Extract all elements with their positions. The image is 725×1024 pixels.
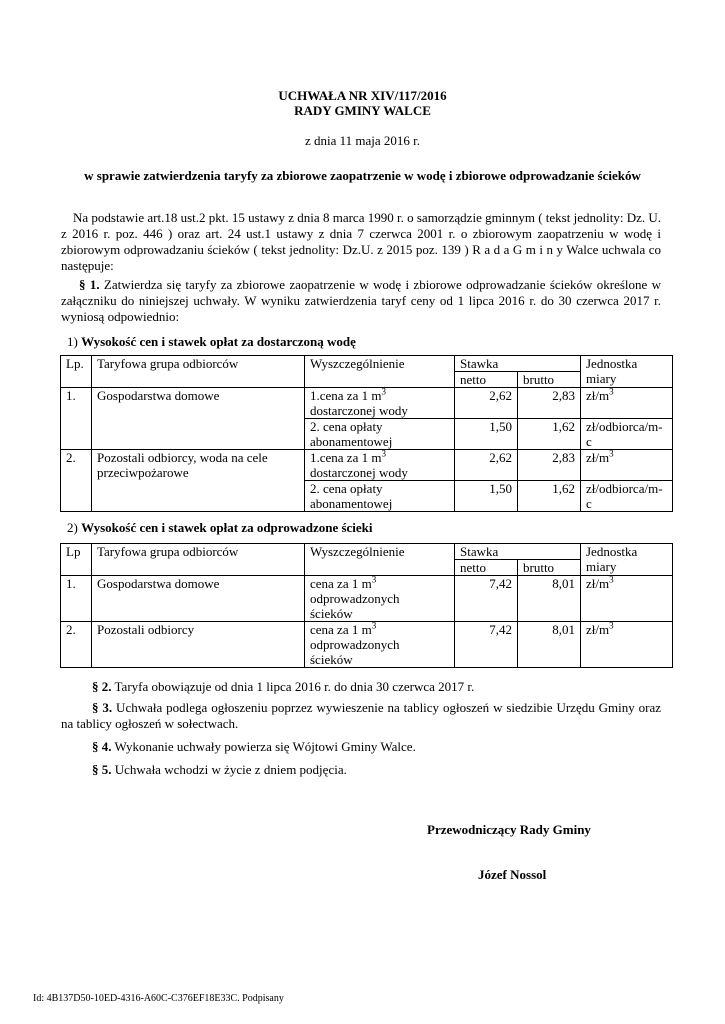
header-group: Taryfowa grupa odbiorców [92, 356, 305, 388]
section-3-mark: § 3. [92, 700, 113, 715]
header-net: netto [455, 372, 518, 388]
section-4 [92, 739, 416, 755]
row-spec: 1.cena za 1 $m^3$ dostarczonej wody [305, 388, 455, 419]
row-group: Pozostali odbiorcy [92, 622, 305, 668]
sewage-rates-table [60, 543, 673, 668]
section-2-text: Taryfa obowiązuje od dnia 1 lipca 2016 r. do dnia 30 czerwca 2017 r. [111, 679, 475, 694]
water-rates-heading [67, 334, 356, 350]
row-spec: cena za 1 $m^3$ odprowadzonych ścieków [305, 576, 455, 622]
row-group: Gospodarstwa domowe [92, 388, 305, 450]
header-lp: Lp [61, 544, 92, 576]
header-rate: Stawka [455, 544, 581, 560]
header-group: Taryfowa grupa odbiorców [92, 544, 305, 576]
section-5-mark: § 5. [92, 762, 112, 777]
row-gross: 8,01 [518, 576, 581, 622]
row-net: 1,50 [455, 481, 518, 512]
section-1 [61, 277, 661, 325]
preamble: Na podstawie art.18 ust.2 pkt. 15 ustawy z dnia 8 marca 1990 r. o samorządzie gminnym ( tekst jednolity: Dz. U. z 2016 r. poz. 446 ) oraz art. 24 ust.1 ustawy z dnia 7 czerwca 2001 r. o zbiorowym zaopatrzeniu w wodę i zbiorowym odprowadzaniu ścieków ( tekst jednolity: Dz.U. z 2015 poz. 139 ) R a d a G m i n y Walce uchwala co następuje: [61, 210, 661, 273]
header-unit: Jednostka miary [581, 356, 673, 388]
section-2 [92, 679, 474, 695]
row-group: Gospodarstwa domowe [92, 576, 305, 622]
row-gross: 1,62 [518, 481, 581, 512]
row-lp: 2. [61, 450, 92, 512]
header-unit: Jednostka miary [581, 544, 673, 576]
row-net: 7,42 [455, 622, 518, 668]
row-unit: $zł/m^3$ [581, 388, 673, 419]
council-name: RADY GMINY WALCE [294, 103, 431, 118]
row-unit: $zł/m^3$ [581, 450, 673, 481]
header-lp: Lp. [61, 356, 92, 388]
row-gross: 2,83 [518, 388, 581, 419]
table-row [61, 576, 673, 622]
row-spec: 2. cena opłaty abonamentowej [305, 419, 455, 450]
row-unit: $zł/m^3$ [581, 622, 673, 668]
row-net: 7,42 [455, 576, 518, 622]
row-net: 2,62 [455, 450, 518, 481]
row-lp: 2. [61, 622, 92, 668]
header-spec: Wyszczególnienie [305, 544, 455, 576]
water-rates-title: Wysokość cen i stawek opłat za dostarczoną wodę [81, 334, 356, 349]
table-row [61, 622, 673, 668]
resolution-subject: w sprawie zatwierdzenia taryfy za zbiorowe zaopatrzenie w wodę i zbiorowe odprowadzanie ścieków [84, 168, 641, 183]
row-spec: 2. cena opłaty abonamentowej [305, 481, 455, 512]
section-1-mark: § 1. [79, 277, 100, 292]
section-4-text: Wykonanie uchwały powierza się Wójtowi Gminy Walce. [111, 739, 416, 754]
header-net: netto [455, 560, 518, 576]
table-row [61, 388, 673, 419]
row-spec: cena za 1 $m^3$ odprowadzonych ścieków [305, 622, 455, 668]
row-unit: zł/odbiorca/m-c [581, 481, 673, 512]
resolution-number: UCHWAŁA NR XIV/117/2016 [278, 88, 447, 103]
section-3 [61, 700, 661, 732]
sewage-rates-number: 2) [67, 520, 82, 535]
table-header-row [61, 356, 673, 372]
section-2-mark: § 2. [92, 679, 112, 694]
table-header-row [61, 544, 673, 560]
section-4-mark: § 4. [92, 739, 112, 754]
row-unit: $zł/m^3$ [581, 576, 673, 622]
section-5-text: Uchwała wchodzi w życie z dniem podjęcia. [111, 762, 347, 777]
row-unit: zł/odbiorca/m-c [581, 419, 673, 450]
water-rates-table [60, 355, 673, 512]
row-net: 2,62 [455, 388, 518, 419]
row-gross: 8,01 [518, 622, 581, 668]
header-rate: Stawka [455, 356, 581, 372]
sewage-rates-title: Wysokość cen i stawek opłat za odprowadzone ścieki [81, 520, 373, 535]
row-net: 1,50 [455, 419, 518, 450]
header-spec: Wyszczególnienie [305, 356, 455, 388]
row-spec: 1.cena za 1 $m^3$ dostarczonej wody [305, 450, 455, 481]
section-1-text: Zatwierdza się taryfy za zbiorowe zaopatrzenie w wodę i zbiorowe odprowadzanie ścieków określone w załączniku do niniejszej uchwały. W wyniku zatwierdzenia taryf ceny od 1 lipca 2016 r. do 30 czerwca 2017 r. wyniosą odpowiednio: [61, 277, 662, 324]
water-rates-number: 1) [67, 334, 82, 349]
row-gross: 2,83 [518, 450, 581, 481]
row-lp: 1. [61, 576, 92, 622]
row-gross: 1,62 [518, 419, 581, 450]
table-row [61, 450, 673, 481]
header-gross: brutto [518, 560, 581, 576]
document-id-footer: Id: 4B137D50-10ED-4316-A60C-C376EF18E33C. Podpisany [33, 993, 284, 1004]
signatory-title: Przewodniczący Rady Gminy [427, 822, 591, 837]
header-gross: brutto [518, 372, 581, 388]
section-5 [92, 762, 347, 778]
row-group: Pozostali odbiorcy, woda na cele przeciwpożarowe [92, 450, 305, 512]
resolution-date: z dnia 11 maja 2016 r. [304, 133, 421, 148]
row-lp: 1. [61, 388, 92, 450]
section-3-text: Uchwała podlega ogłoszeniu poprzez wywieszenie na tablicy ogłoszeń w siedzibie Urzędu Gminy oraz na tablicy ogłoszeń w sołectwach. [61, 700, 662, 731]
signatory-name: Józef Nossol [478, 867, 547, 882]
sewage-rates-heading [67, 520, 373, 536]
